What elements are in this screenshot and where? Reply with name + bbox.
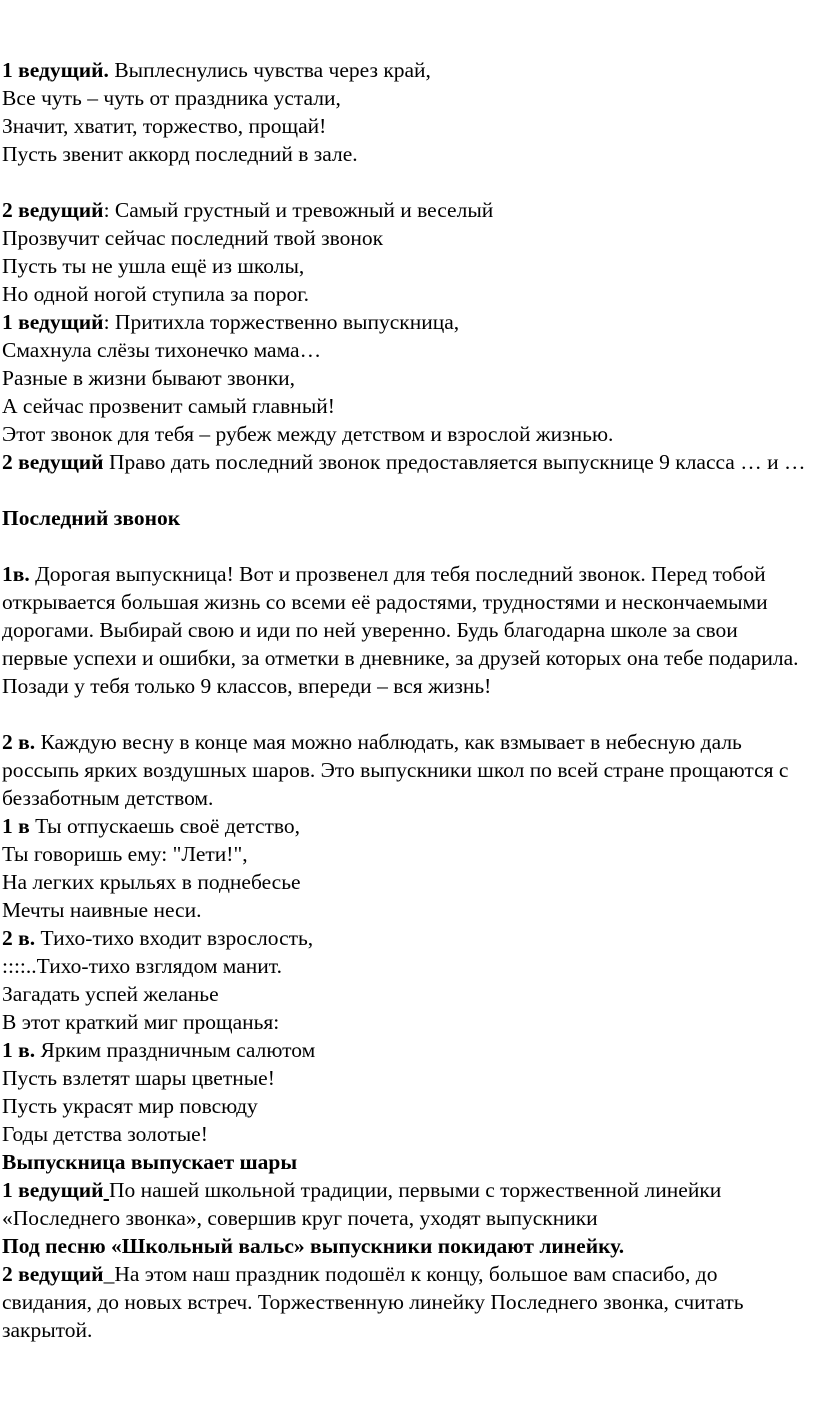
paragraph xyxy=(2,1260,808,1344)
verse-line: Смахнула слёзы тихонечко мама… xyxy=(2,338,322,362)
stage-direction: Выпускница выпускает шары xyxy=(2,1150,298,1174)
verse-line: Пусть ты не ушла ещё из школы, xyxy=(2,254,305,278)
section-heading: Последний звонок xyxy=(2,506,181,530)
verse-text: Ярким праздничным салютом xyxy=(35,1038,316,1062)
speaker-label: 1 в xyxy=(2,814,30,838)
underscore-mark: _ xyxy=(103,1262,115,1286)
paragraph-text: Каждую весну в конце мая можно наблюдать, как взмывает в небесную даль россыпь ярких воздушных шаров. Это выпускники школ по всей стране прощаются с беззаботным детством. xyxy=(2,730,789,810)
verse-text: Ты отпускаешь своё детство, xyxy=(29,814,301,838)
paragraph-text: Дорогая выпускница! Вот и прозвенел для тебя последний звонок. Перед тобой открывается большая жизнь со всеми её радостями, трудностями и нескончаемыми дорогами. Выбирай свою и иди по ней уверенно. Будь благодарна школе за свои первые успехи и ошибки, за отметки в дневнике, за друзей которых она тебе подарила. Позади у тебя только 9 классов, впереди – вся жизнь! xyxy=(2,562,799,698)
paragraph-text: По нашей школьной традиции, первыми с торжественной линейки «Последнего звонка», совершив круг почета, уходят выпускники xyxy=(2,1178,722,1230)
paragraph-text: Право дать последний звонок предоставляется выпускнице 9 класса … и … xyxy=(103,450,806,474)
paragraph-spacer xyxy=(2,700,808,728)
verse-line: Мечты наивные неси. xyxy=(2,898,202,922)
speaker-label: 2 ведущий xyxy=(2,198,104,222)
paragraph-spacer xyxy=(2,476,808,504)
verse-line: В этот краткий миг прощанья: xyxy=(2,1010,280,1034)
verse-line xyxy=(2,924,808,952)
verse-line: Прозвучит сейчас последний твой звонок xyxy=(2,226,384,250)
speaker-label: 1 ведущий xyxy=(2,310,104,334)
speaker-label: 2 в. xyxy=(2,730,36,754)
verse-text: : Самый грустный и тревожный и веселый xyxy=(103,198,494,222)
paragraph xyxy=(2,728,808,812)
paragraph xyxy=(2,448,808,476)
verse-line: Пусть украсят мир повсюду xyxy=(2,1094,258,1118)
verse-line: ::::..Тихо-тихо взглядом манит. xyxy=(2,954,282,978)
verse-line: Ты говоришь ему: "Лети!", xyxy=(2,842,248,866)
paragraph-spacer xyxy=(2,168,808,196)
speaker-label: 2 в. xyxy=(2,926,36,950)
paragraph-text: На этом наш праздник подошёл к концу, большое вам спасибо, до свидания, до новых встреч. Торжественную линейку Последнего звонка, считать закрытой. xyxy=(2,1262,744,1342)
verse-line: Разные в жизни бывают звонки, xyxy=(2,366,296,390)
verse-line: Пусть взлетят шары цветные! xyxy=(2,1066,275,1090)
verse-line xyxy=(2,1036,808,1064)
speaker-label: 1в. xyxy=(2,562,30,586)
verse-line xyxy=(2,308,808,336)
verse-line: Все чуть – чуть от праздника устали, xyxy=(2,86,341,110)
verse-line xyxy=(2,812,808,840)
paragraph xyxy=(2,560,808,700)
verse-line: А сейчас прозвенит самый главный! xyxy=(2,394,335,418)
verse-text: Выплеснулись чувства через край, xyxy=(108,58,431,82)
verse-line: Пусть звенит аккорд последний в зале. xyxy=(2,142,358,166)
verse-line: Годы детства золотые! xyxy=(2,1122,208,1146)
speaker-label: 2 ведущий xyxy=(2,450,104,474)
verse-line: Загадать успей желанье xyxy=(2,982,219,1006)
verse-line: Этот звонок для тебя – рубеж между детством и взрослой жизнью. xyxy=(2,422,614,446)
paragraph-spacer xyxy=(2,532,808,560)
stage-direction: Под песню «Школьный вальс» выпускники покидают линейку. xyxy=(2,1234,625,1258)
verse-text: : Притихла торжественно выпускница, xyxy=(103,310,460,334)
verse-line xyxy=(2,196,808,224)
speaker-label: 2 ведущий xyxy=(2,1262,104,1286)
speaker-label: 1 ведущий xyxy=(2,1178,104,1202)
verse-line: Значит, хватит, торжество, прощай! xyxy=(2,114,327,138)
verse-line: Но одной ногой ступила за порог. xyxy=(2,282,310,306)
paragraph xyxy=(2,1176,808,1232)
verse-line xyxy=(2,56,808,84)
verse-text: Тихо-тихо входит взрослость, xyxy=(35,926,314,950)
verse-line: На легких крыльях в поднебесье xyxy=(2,870,301,894)
speaker-label: 1 в. xyxy=(2,1038,36,1062)
speaker-label: 1 ведущий. xyxy=(2,58,109,82)
